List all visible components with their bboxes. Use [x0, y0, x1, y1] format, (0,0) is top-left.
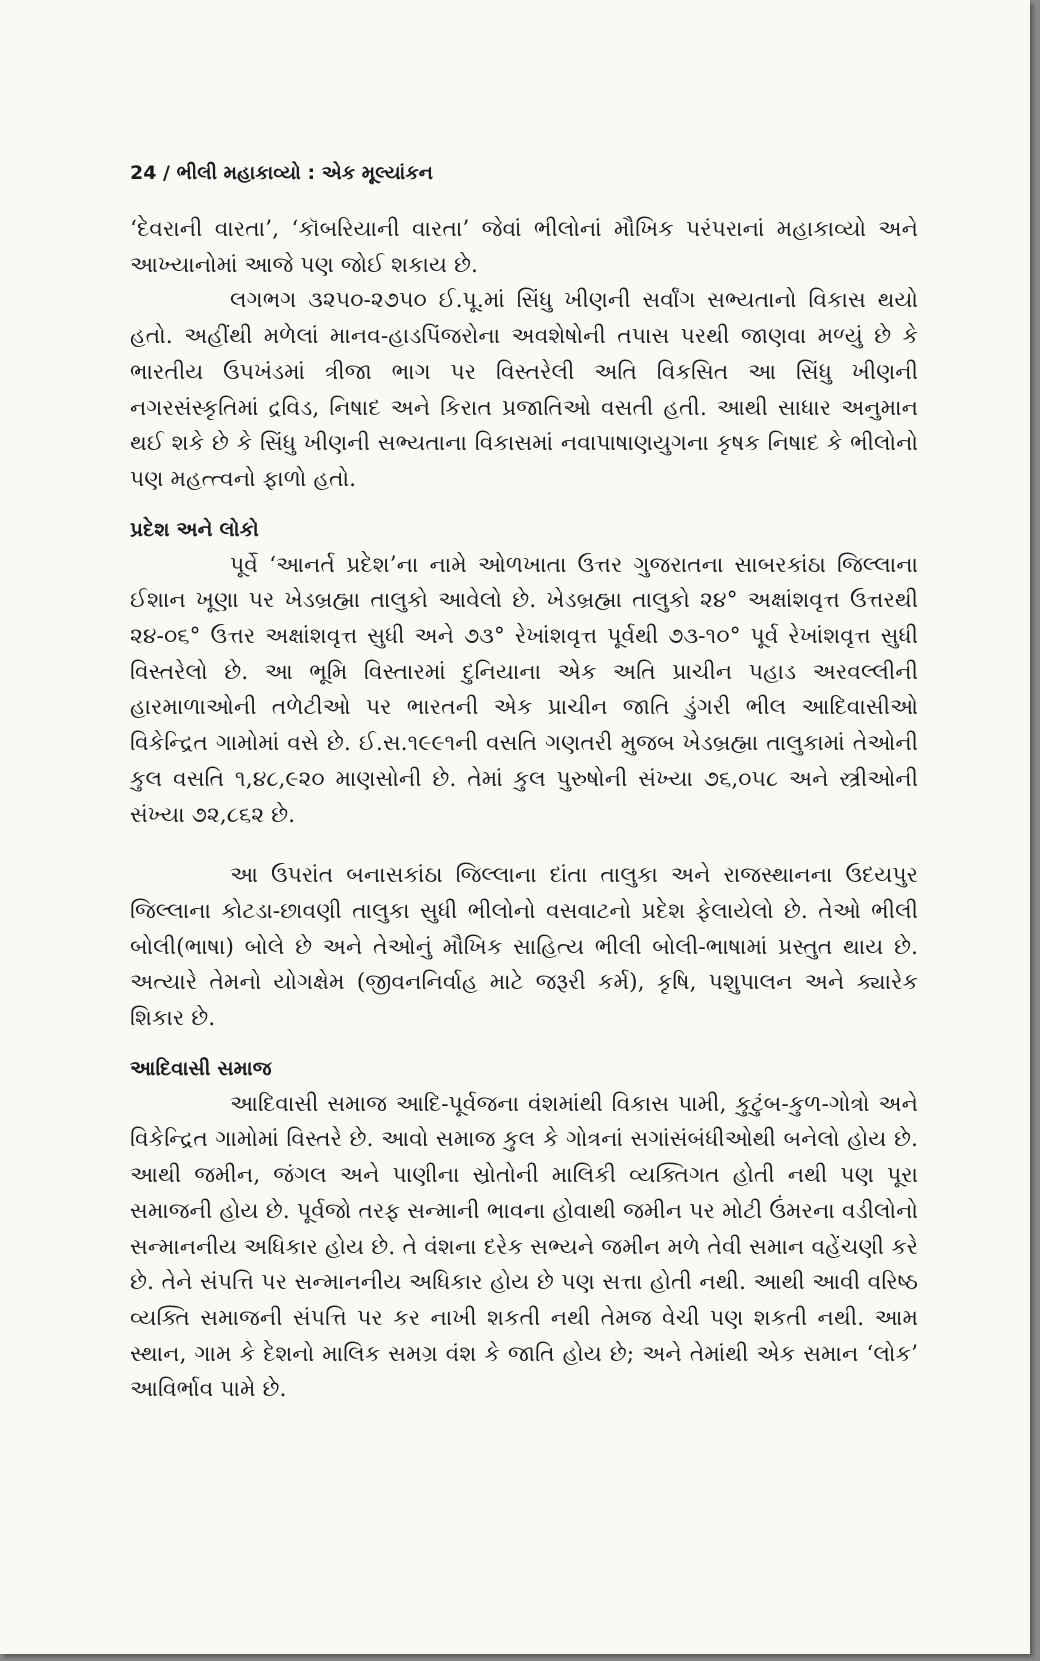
paragraph-3: પૂર્વે ‘આનર્ત પ્રદેશ’ના નામે ઓળખાતા ઉત્તર ગુજરાતના સાબરકાંઠા જિલ્લાના ઈશાન ખૂણા પર ખેડબ્રહ્મા તાલુકો આવેલો છે. ખેડબ્રહ્મા તાલુકો ૨૪° અક્ષાંશવૃત્ત ઉત્તરથી ૨૪-૦૬° ઉત્તર અક્ષાંશવૃત્ત સુધી અને ૭૩° રેખાંશવૃત્ત પૂર્વથી ૭૩-૧૦° પૂર્વ રેખાંશવૃત્ત સુધી વિસ્તરેલો છે. આ ભૂમિ વિસ્તારમાં દુનિયાના એક અતિ પ્રાચીન પહાડ અરવલ્લીની હારમાળાઓની તળેટીઓ પર ભારતની એક પ્રાચીન જાતિ ડુંગરી ભીલ આદિવાસીઓ વિકેન્દ્રિત ગામોમાં વસે છે. ઈ.સ.૧૯૯૧ની વસતિ ગણતરી મુજબ ખેડબ્રહ્મા તાલુકામાં તેઓની કુલ વસતિ ૧,૪૮,૯૨૦ માણસોની છે. તેમાં કુલ પુરુષોની સંખ્યા ૭૬,૦૫૮ અને સ્ત્રીઓની સંખ્યા ૭૨,૮૬૨ છે.: [130, 552, 918, 828]
section-heading-region-people: પ્રદેશ અને લોકો: [130, 516, 259, 541]
page-text-block: [130, 160, 918, 1408]
paragraph-2: લગભગ ૩૨૫૦-૨૭૫૦ ઈ.પૂ.માં સિંધુ ખીણની સર્વાંગ સભ્યતાનો વિકાસ થયો હતો. અહીંથી મળેલાં માનવ-હાડપિંજરોના અવશેષોની તપાસ પરથી જાણવા મળ્યું છે કે ભારતીય ઉપખંડમાં ત્રીજા ભાગ પર વિસ્તરેલી અતિ વિકસિત આ સિંધુ ખીણની નગરસંસ્કૃતિમાં દ્રવિડ, નિષાદ અને કિરાત પ્રજાતિઓ વસતી હતી. આથી સાધાર અનુમાન થઈ શકે છે કે સિંધુ ખીણની સભ્યતાના વિકાસમાં નવાપાષાણયુગના કૃષક નિષાદ કે ભીલોનો પણ મહત્ત્વનો ફાળો હતો.: [130, 288, 918, 492]
paragraph-5: આદિવાસી સમાજ આદિ-પૂર્વજના વંશમાંથી વિકાસ પામી, કુટુંબ-કુળ-ગોત્રો અને વિકેન્દ્રિત ગામોમાં વિસ્તરે છે. આવો સમાજ કુલ કે ગોત્રનાં સગાંસંબંધીઓથી બનેલો હોય છે. આથી જમીન, જંગલ અને પાણીના સ્રોતોની માલિકી વ્યક્તિગત હોતી નથી પણ પૂરા સમાજની હોય છે. પૂર્વજો તરફ સન્માની ભાવના હોવાથી જમીન પર મોટી ઉંમરના વડીલોનો સન્માનનીય અધિકાર હોય છે. તે વંશના દરેક સભ્યને જમીન મળે તેવી સમાન વહેંચણી કરે છે. તેને સંપત્તિ પર સન્માનનીય અધિકાર હોય છે પણ સત્તા હોતી નથી. આથી આવી વરિષ્ઠ વ્યક્તિ સમાજની સંપત્તિ પર કર નાખી શકતી નથી તેમજ વેચી પણ શકતી નથી. આમ સ્થાન, ગામ કે દેશનો માલિક સમગ્ર વંશ કે જાતિ હોય છે; અને તેમાંથી એક સમાન ‘લોક’ આવિર્ભાવ પામે છે.: [130, 1091, 918, 1403]
paragraph-4: આ ઉપરાંત બનાસકાંઠા જિલ્લાના દાંતા તાલુકા અને રાજસ્થાનના ઉદયપુર જિલ્લાના કોટડા-છાવણી તાલુકા સુધી ભીલોનો વસવાટનો પ્રદેશ ફેલાયેલો છે. તેઓ ભીલી બોલી(ભાષા) બોલે છે અને તેઓનું મૌખિક સાહિત્ય ભીલી બોલી-ભાષામાં પ્રસ્તુત થાય છે. અત્યારે તેમનો યોગક્ષેમ (જીવનનિર્વાહ માટે જરૂરી કર્મ), કૃષિ, પશુપાલન અને ક્યારેક શિકાર છે.: [130, 863, 918, 1032]
section-heading-tribal-society: આદિવાસી સમાજ: [130, 1055, 272, 1080]
running-head: 24 / ભીલી મહાકાવ્યો : એક મૂલ્યાંકન: [130, 162, 433, 184]
paragraph-1: ‘દેવરાની વારતા’, ‘કૉબરિયાની વારતા’ જેવાં ભીલોનાં મૌખિક પરંપરાનાં મહાકાવ્યો અને આખ્યાનોમાં આજે પણ જોઈ શકાય છે.: [130, 217, 918, 278]
